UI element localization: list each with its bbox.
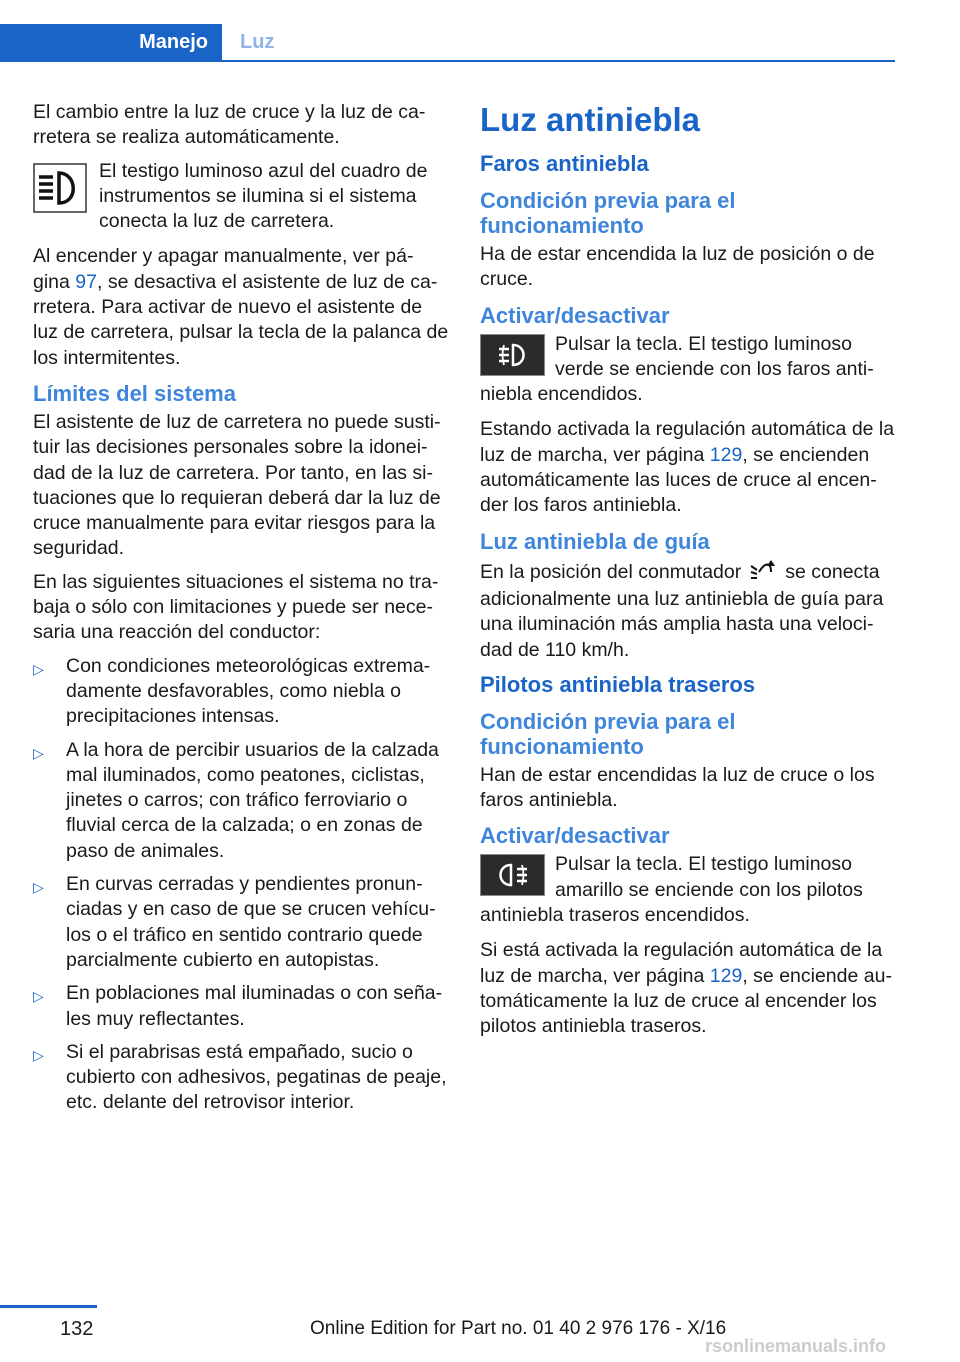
indicator-paragraph xyxy=(33,159,449,235)
triangle-bullet-icon: ▷ xyxy=(33,660,44,677)
list-item: ▷ En poblaciones mal iluminadas o con seña‐les muy reflectantes. xyxy=(33,982,443,1030)
left-column xyxy=(33,100,449,1124)
limitations-list xyxy=(33,654,449,1116)
rear-fog-light-icon xyxy=(480,854,545,896)
triangle-bullet-icon: ▷ xyxy=(33,1046,44,1063)
paragraph: En las siguientes situaciones el sistema no tra‐baja o sólo con limitaciones y puede ser nece‐saria una reacción del conductor: xyxy=(33,570,439,644)
section-heading: Límites del sistema xyxy=(33,380,236,406)
paragraph: El asistente de luz de carretera no puede susti‐tuir las decisiones personales sobre la idonei‐dad de la luz de carretera. Por tanto, en las si‐tuaciones que lo requieran deberá dar la luz de cruce manualmente para evitar riesgos para la seguridad. xyxy=(33,410,441,560)
page-header xyxy=(0,24,895,62)
subsection-heading: Condición previa para el funcionamiento xyxy=(480,708,736,759)
button-text: Pulsar la tecla. El testigo luminoso amarillo se enciende con los pilotos antiniebla traseros encendidos. xyxy=(480,853,863,927)
page-link-97[interactable]: 97 xyxy=(75,270,97,293)
page-link-129[interactable]: 129 xyxy=(709,443,743,466)
list-item: ▷ Si el parabrisas está empañado, sucio o cubierto con adhesivos, pegatinas de peaje, etc. delante del retrovisor interior. xyxy=(33,1040,447,1114)
paragraph: Si está activada la regulación automática de la luz de marcha, ver página 129, se enciende au‐tomáticamente la luz de cruce al encender los pilotos antiniebla traseros. xyxy=(480,939,892,1038)
paragraph: Al encender y apagar manualmente, ver pá‐gina 97, se desactiva el asistente de luz de ca‐rretera. Para activar de nuevo el asistente de luz de carretera, pulsar la tecla de la palanca de los intermitentes. xyxy=(33,245,449,369)
list-item: ▷ Con condiciones meteorológicas extrema‐damente desfavorables, como niebla o precipitaciones intensas. xyxy=(33,654,431,728)
edition-text: Online Edition for Part no. 01 40 2 976 176 - X/16 xyxy=(310,1318,727,1339)
subsection-heading: Luz antiniebla de guía xyxy=(480,528,710,554)
footer-divider xyxy=(0,1305,97,1308)
triangle-bullet-icon: ▷ xyxy=(33,988,44,1005)
high-beam-icon xyxy=(33,163,87,220)
section-heading: Faros antiniebla xyxy=(480,151,649,176)
paragraph: En la posición del conmutador se conecta adicionalmente una luz antiniebla de guía para una iluminación más amplia hasta una veloci‐dad de 110 km/h. xyxy=(480,558,896,663)
header-divider xyxy=(0,60,895,62)
page-number: 132 xyxy=(60,1318,94,1340)
triangle-bullet-icon: ▷ xyxy=(33,879,44,896)
page-title: Luz antiniebla xyxy=(480,101,701,138)
fog-switch-icon xyxy=(745,558,781,587)
subsection-heading: Condición previa para el funcionamiento xyxy=(480,188,736,238)
right-column xyxy=(480,100,896,1048)
tab-manejo[interactable]: Manejo xyxy=(0,24,222,60)
list-item: ▷ En curvas cerradas y pendientes pronun‐ciadas y en caso de que se crucen vehícu‐los o el tráfico en sentido contrario quede parcialmente cubierto en autopistas. xyxy=(33,873,436,971)
triangle-bullet-icon: ▷ xyxy=(33,744,44,761)
section-heading: Pilotos antiniebla traseros xyxy=(480,671,756,697)
front-fog-light-icon xyxy=(480,334,545,376)
paragraph: El cambio entre la luz de cruce y la luz de ca‐rretera se realiza automáticamente. xyxy=(33,101,426,149)
subsection-heading: Activar/desactivar xyxy=(480,823,670,849)
watermark: rsonlinemanuals.info xyxy=(705,1336,887,1356)
indicator-text: El testigo luminoso azul del cuadro de instrumentos se ilumina si el sistema conecta la luz de carretera. xyxy=(99,159,428,233)
paragraph: Han de estar encendidas la luz de cruce o los faros antiniebla. xyxy=(480,763,875,812)
button-paragraph xyxy=(480,852,896,928)
page-link-129[interactable]: 129 xyxy=(709,964,743,987)
paragraph: Ha de estar encendida la luz de posición o de cruce. xyxy=(480,243,875,291)
button-text: Pulsar la tecla. El testigo luminoso verde se enciende con los faros anti‐niebla encendidos. xyxy=(480,332,874,406)
button-paragraph xyxy=(480,332,896,408)
list-item: ▷ A la hora de percibir usuarios de la calzada mal iluminados, como peatones, ciclistas, jinetes o carros; con tráfico ferroviario o fluvial cerca de la calzada; o en zonas de paso de animales. xyxy=(33,738,439,862)
subsection-heading: Activar/desactivar xyxy=(480,302,670,328)
tab-luz[interactable]: Luz xyxy=(240,31,275,53)
paragraph: Estando activada la regulación automática de la luz de marcha, ver página 129, se encienden automáticamente las luces de cruce al encen‐der los faros antiniebla. xyxy=(480,418,895,517)
